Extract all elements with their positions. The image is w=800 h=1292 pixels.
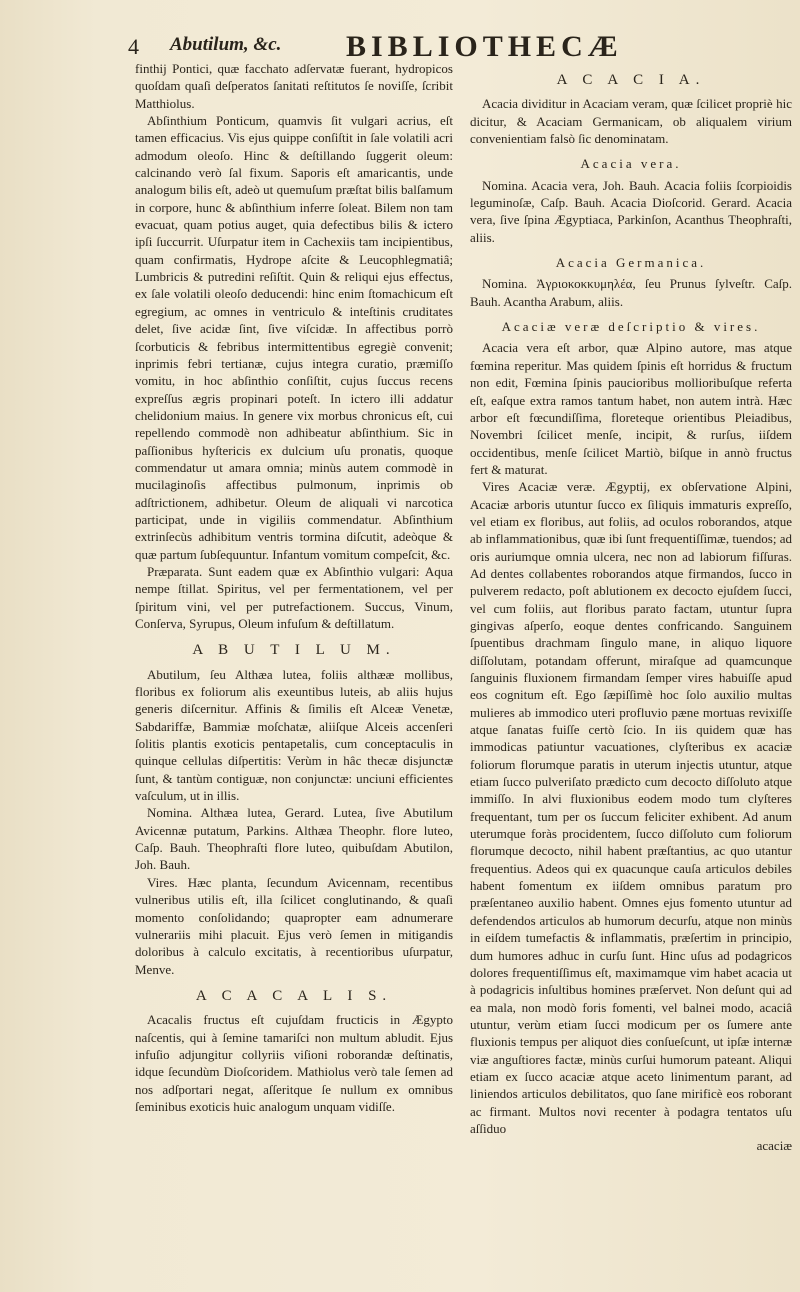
section-heading-acacalis: A C A C A L I S. bbox=[195, 987, 393, 1004]
right-column bbox=[470, 62, 792, 1155]
paragraph: Nomina. Ἀγριοκοκκυμηλέα, ſeu Prunus ſylveſtr. Caſp. Bauh. Acantha Arabum, aliis. bbox=[470, 276, 792, 309]
paragraph: Abutilum, ſeu Althæa lutea, foliis althææ mollibus, floribus ex foliorum alis exeuntibus luteis, ab aliis hujus generis diſcernitur. Affinis & ſimilis eſt Alceæ Venetæ, Sabdariffæ, Bammiæ moſchatæ, aliiſque Alceis accenſeri ſolitis plantis exoticis pentapetalis, cum conceptaculis in quinque cellulas diſpertitis: Verùm in hâc thecæ disjunctæ ſunt, & tantùm contiguæ, non conjunctæ: unciuni efficientes vaſculum, ut in illis. bbox=[135, 666, 453, 804]
catchword: acaciæ bbox=[756, 1138, 792, 1154]
paragraph: Nomina. Acacia vera, Joh. Bauh. Acacia foliis ſcorpioidis leguminoſæ, Caſp. Bauh. Acacia Dioſcorid. Gerard. Acacia vera, ſive ſpina Ægyptiaca, Parkinſon, Acanthus Theophraſti, aliis. bbox=[470, 177, 792, 245]
paragraph: Præparata. Sunt eadem quæ ex Abſinthio vulgari: Aqua nempe ſtillat. Spiritus, vel per fermentationem, vel per ſpiritum vini, vel per putrefactionem. Succus, Vinum, Conſerva, Syrupus, Oleum infuſum & deſtillatum. bbox=[135, 563, 453, 631]
running-title: Abutilum, &c. bbox=[170, 34, 282, 55]
paragraph: Vires. Hæc planta, ſecundum Avicennam, recentibus vulneribus utilis eſt, illa ſcilicet conglutinando, & quaſi momento conſolidando; quapropter eam adnumerare vulnerariis mihi placuit. Ejus verò ſemen in mitigandis doloribus à calculo excitatis, à recentioribus uſurpatur, Menve. bbox=[135, 874, 453, 977]
paragraph: Acacalis fructus eſt cujuſdam fructicis in Ægypto naſcentis, qui à ſemine tamariſci non multum abludit. Ejus infuſio adjungitur collyriis viſioni roborandæ deſtinatis, idque ſecundùm Dioſcoridem. Mathiolus verò tale ſemen ad nos adſportari negat, aſſeritque ſe nullum ex omnibus ſeminibus exoticis huic analogum unquam vidiſſe. bbox=[135, 1012, 453, 1114]
paragraph: Acacia vera eſt arbor, quæ Alpino autore, mas atque fœmina reperitur. Mas quidem ſpinis eſt horridus & fructum non edit, Fœmina ſpinis paucioribus mollioribuſque referta eſt, eaſque extra ramos tantum habet, non autem intrà. Hæc arbor eſt fœcundiſſima, floreteque orientibus Pleiadibus, Novembri ſcilicet menſe, incipit, & rurſus, iiſdem occidentibus, menſe ſcilicet Martiò, biſque in annò fructus fert & maturat. bbox=[470, 340, 792, 477]
paragraph: finthij Pontici, quæ facchato adſervatæ fuerant, hydropicos quoſdam quaſi deſperatos ſanitati reſtitutos ſe noviſſe, ſcribit Matthiolus. bbox=[135, 61, 453, 111]
paragraph: Acacia dividitur in Acaciam veram, quæ ſcilicet propriè hic dicitur, & Acaciam Germanicam, ob aliqualem virium convenientiam falsò ſic denominatam. bbox=[470, 96, 792, 147]
subheading-acacia-vera: Acacia vera. bbox=[580, 156, 682, 172]
paragraph: Nomina. Althæa lutea, Gerard. Lutea, ſive Abutilum Avicennæ putatum, Parkins. Althæa Theophr. flore luteo, Caſp. Bauh. Theophraſti flore luteo, quibuſdam Abutilon, Joh. Bauh. bbox=[135, 805, 453, 873]
subheading-acacia-germanica: Acacia Germanica. bbox=[555, 255, 707, 271]
page-number: 4 bbox=[128, 34, 139, 59]
page-title: BIBLIOTHECÆ bbox=[346, 30, 623, 63]
section-heading-abutilum: A B U T I L U M. bbox=[192, 642, 396, 659]
paragraph: Abſinthium Ponticum, quamvis ſit vulgari acrius, eſt tamen efficacius. Vis ejus quippe conſiſtit in ſale volatili acri admodum oleoſo. Hinc & deſtillando ſuggerit oleum: calcinando verò ſal fixum. Saporis eſt amaricantis, unde analogum bilis eſt, adeò ut quemuſum præſtat bilis balſamum in corpore, hunc & abſinthium inferre ſoleat. Bilem non tam evacuat, quam potius auget, quia defectibus bilis & ictero ipſi ſuccurrit. Uſurpatur item in Cachexiis tam incipientibus, quam confirmatis, Hydrope aſcite & Leucophlegmatiâ; Lumbricis & putredini reſiſtit. Quin & reliqui ejus effectus, ex ſale volatili oleoſo deducendi: hinc enim ſtomachicum eſt egregium, ac omnes in ventriculo & inteſtinis cruditates delet, ſive acidæ ſint, ſive viſcidæ. In affectibus porrò ſcorbuticis & febribus intermittentibus egregiè convenit; inprimis febri tertianæ, cujus integra curatio, præmiſſo vomitu, in hoc abſinthio conſiſtit, cujus ſuccus recens expreſſus ægris propinari poteſt. In ictero illi addatur chelidonium maius. In genere vix morbus chronicus eſt, cui repellendo commodè non adhibeatur abſinthium. Sic in paſſionibus hyſtericis ex dulcium uſu pronatis, quoque commendatur ut amara omnia; minùs autem commodè in mucilaginoſis affectibus pulmonum, inprimis ob adſtrictionem, adhibetur. Oleum de aliquali vi narcotica participat, unde in vigiliis commendatur. Abſinthium extrinſecùs adhibitum ventris tormina diſcutit, adeòque & quæ partum ſubſequuntur. Infantum vomitum compeſcit, &c. bbox=[135, 113, 453, 562]
left-column bbox=[135, 60, 453, 1115]
running-header bbox=[128, 30, 778, 64]
subheading-descriptio: Acaciæ veræ deſcriptio & vires. bbox=[501, 319, 761, 335]
section-heading-acacia: A C A C I A. bbox=[556, 72, 706, 88]
paragraph: Vires Acaciæ veræ. Ægyptij, ex obſervatione Alpini, Acaciæ arboris utuntur ſucco ex ſiliquis immaturis expreſſo, vel etiam ex floribus, aut foliis, ad oculos roborandos, atque ab inflammationibus, quæ ibi ſunt frequentiſſimæ, tuendos; ad oris auriumque omnia ulcera, nec non ad labiorum fiſſuras. Ad dentes collabentes roborandos atque firmandos, ſucco in pulverem redacto, poſt ablutionem ex decocto ejuſdem ſucci, vel cum foliis, aut floribus parato factam, utuntur ſupra gingivas aſperſo, eoque dentes confricando. Sanguinem ſpuentibus drachmam ſingulo mane, in aliquo liquore diſſolutam, potandam offerunt, miraſque ad quamcunque ſanguinis fluxionem firmandam ſemper vires habuiſſe apud eos cognitum eſt. Ego ſæpiſſimè hoc ſolo auxilio multas mulieres ab immodico uteri profluvio pæne mortuas revixiſſe atque ſanatas fuiſſe certò ſcio. In iis quidem quæ has immodicas patiuntur vacuationes, clyſteribus ex acaciæ foliorum florumque paratis in uterum injectis utuntur, atque etiam ſucco pulveriſato prædicto cum decocto diſſoluto atque immiſſo. In alvi fluxionibus eodem modo tum clyſteres frequentant, tum per os ſuccum feliciter exhibent. Ad anum uterumque foràs procidentem, ſucco diſſoluto cum foliorum florumque decocto, nihil habent præſtantius, ac quo utantur frequentius. Adeos qui ex quacunque cauſa articulos debiles habent fomentum ex iiſdem omnibus paratum pro præſentaneo auxilio habent. Omnes ejus fomento utuntur ad defendendos articulos ab humorum decurſu, atque non minùs in eiſdem tumefactis & inflammatis, præſertim in principio, dum humores adhuc in curſu ſunt. Hinc uſus ad podagricos dolores frequentiſſimus eſt, maximamque vim habet acacia ut à podagricis inſultibus homines præſervet. Non deſunt qui ad ea mala, non modò foris fomenti, vel balnei modo, acaciâ utuntur, verùm etiam ſucci modicum per os ſumere ante fluxionis tempus per aliquot dies conſueſcunt, ut ipſæ internæ viæ anguſtiores factæ, minùs curſui humorum pateant. Aliqui etiam ex ſucco acaciæ atque aceto linimentum parant, ad liniendos articulos debilitatos, quo ſane mirificè eos roborant ac firmant. Multos novi recenter à podagra tentatos uſu aſſiduo bbox=[470, 479, 792, 1136]
